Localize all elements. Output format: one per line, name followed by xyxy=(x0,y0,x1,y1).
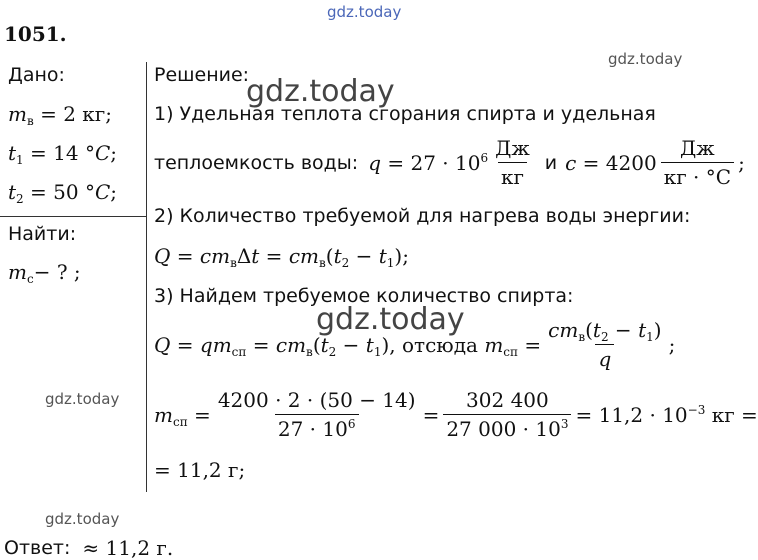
find-title: Найти: xyxy=(8,223,77,245)
calc-fraction-1: $\frac{4200 \cdot 2 \cdot (50 - 14)}{27 \cdot 10^6}$ xyxy=(217,388,416,441)
alcohol-fraction: $\frac{cm_в(t_2 - t_1)}{q}$ xyxy=(548,318,662,371)
q-unit: $\frac{Дж}{кг}$ xyxy=(495,136,530,189)
answer-value: ≈ 11,2 г. xyxy=(82,536,174,560)
given-title: Дано: xyxy=(8,64,65,86)
watermark-left-mid: gdz.today xyxy=(45,390,120,408)
watermark-big-2: gdz.today xyxy=(316,302,465,337)
alcohol-formula-left: $Q = qm_{сп} = cm_в(t_2 - t_1)$, отсюда $m_{сп}$ = xyxy=(154,332,542,359)
answer xyxy=(4,536,173,560)
watermark-top: gdz.today xyxy=(327,3,402,21)
calculation: $m_{сп}$ = $\frac{4200 \cdot 2 \cdot (50 - 14)}{27 \cdot 10^6}$ = $\frac{302 400}{27 000 \cdot 10^3}$ = $11,2 \cdot 10^{-3}$ кг = xyxy=(154,388,758,441)
c-value: c = 4200 xyxy=(565,150,657,175)
c-unit: $\frac{Дж}{кг \cdot ^\circ C}$ xyxy=(661,136,734,189)
calc-result: = $11,2 \cdot 10^{-3}$ кг = xyxy=(575,402,758,427)
step3-text: 3) Найдем требуемое количество спирта: xyxy=(154,285,574,307)
and-word: и xyxy=(544,151,558,174)
step1-text: 1) Удельная теплота сгорания спирта и удельная xyxy=(154,103,656,125)
divider-given-find xyxy=(0,216,146,217)
given-t2: $t_2 = 50$ °C; xyxy=(8,180,118,206)
final-line: = 11,2 г; xyxy=(154,458,246,482)
calc-lhs: $m_{сп}$ = xyxy=(154,402,211,429)
problem-number: 1051. xyxy=(4,22,67,46)
step1-prefix: теплоемкость воды: xyxy=(154,151,359,174)
answer-label: Ответ: xyxy=(4,537,71,559)
divider-vertical xyxy=(146,62,147,492)
solution-title: Решение: xyxy=(154,64,250,86)
energy-formula: $Q = cm_в\Delta t = cm_в(t_2 - t_1)$; xyxy=(154,244,409,270)
q-value: $q = 27 \cdot 10^6$ xyxy=(368,150,489,175)
given-t1: $t_1 = 14$ °C; xyxy=(8,141,118,167)
given-mass-water: $m_в = 2$ кг; xyxy=(8,102,113,128)
step2-text: 2) Количество требуемой для нагрева воды энергии: xyxy=(154,205,691,227)
watermark-left-bottom: gdz.today xyxy=(45,510,120,528)
alcohol-formula: $Q = qm_{сп} = cm_в(t_2 - t_1)$, отсюда $m_{сп}$ = $\frac{cm_в(t_2 - t_1)}{q}$ ; xyxy=(154,318,676,371)
calc-fraction-2: $\frac{302 400}{27 000 \cdot 10^3}$ xyxy=(443,388,571,441)
watermark-right: gdz.today xyxy=(608,50,683,68)
step1-values: теплоемкость воды: $q = 27 \cdot 10^6$ $\frac{Дж}{кг}$ и c = 4200 $\frac{Дж}{кг \cdot ^\circ C}$ ; xyxy=(154,136,745,189)
find-mass-alcohol: $m_с-$ ? ; xyxy=(8,260,81,286)
watermark-big-1: gdz.today xyxy=(246,74,395,109)
